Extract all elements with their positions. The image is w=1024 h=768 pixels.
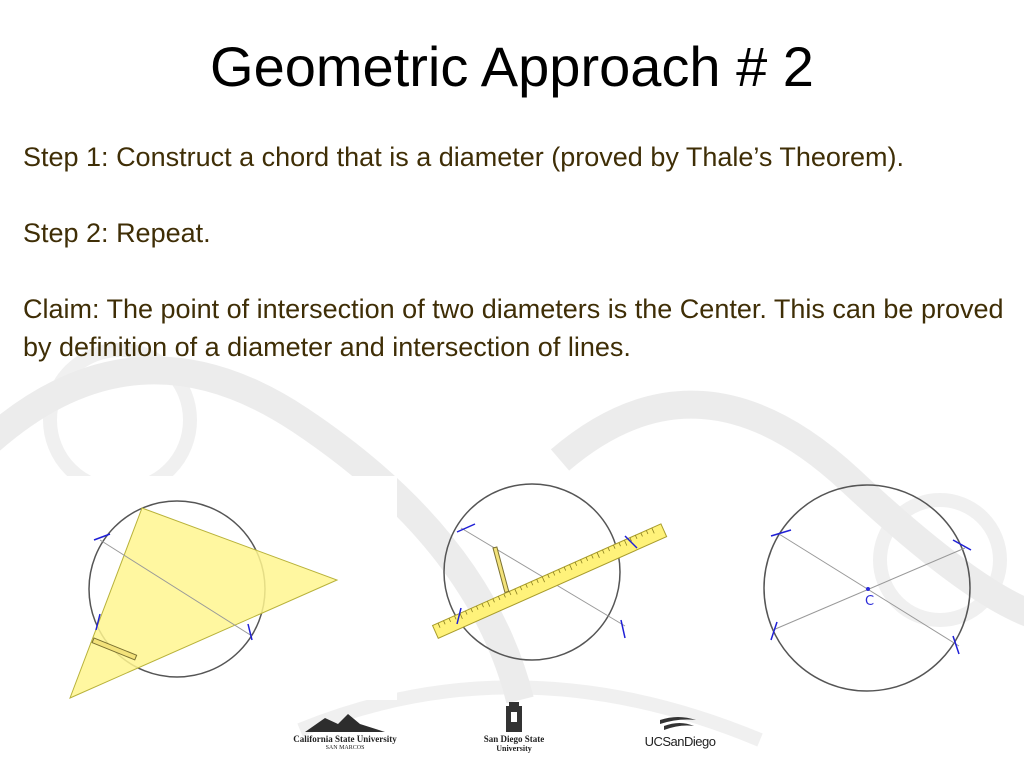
center-label: C (865, 594, 875, 609)
center-point (866, 587, 870, 591)
figure-ruler-construction (425, 476, 675, 676)
slide-body (23, 138, 1013, 366)
claim-text: Claim: The point of intersection of two diameters is the Center. This can be proved by definition of a diameter and intersection of lines. (23, 294, 1004, 362)
csusm-name: California State University (293, 734, 397, 744)
csusm-campus: SAN MARCOS (325, 745, 365, 751)
circle-outline (444, 484, 620, 660)
set-square (70, 508, 337, 698)
ucsd-wave-logo (658, 714, 698, 734)
step-1-text: Step 1: Construct a chord that is a diameter (proved by Thale’s Theorem). (23, 142, 904, 172)
tick-mark (94, 534, 110, 540)
university-logos (0, 700, 1024, 768)
sdsu-tower-logo (503, 702, 525, 732)
step-2-text: Step 2: Repeat. (23, 218, 211, 248)
pencil (493, 547, 509, 592)
figure-center-construction (755, 478, 985, 698)
tick-mark (621, 620, 625, 638)
figure-set-square-construction (12, 476, 397, 700)
slide-title: Geometric Approach # 2 (210, 35, 814, 98)
ucsd-name: UCSanDiego (644, 734, 716, 749)
sdsu-name-line2: University (496, 744, 532, 753)
ruler (433, 524, 667, 638)
sdsu-name-line1: San Diego State (483, 734, 545, 744)
csusm-logo-mark (300, 710, 390, 734)
